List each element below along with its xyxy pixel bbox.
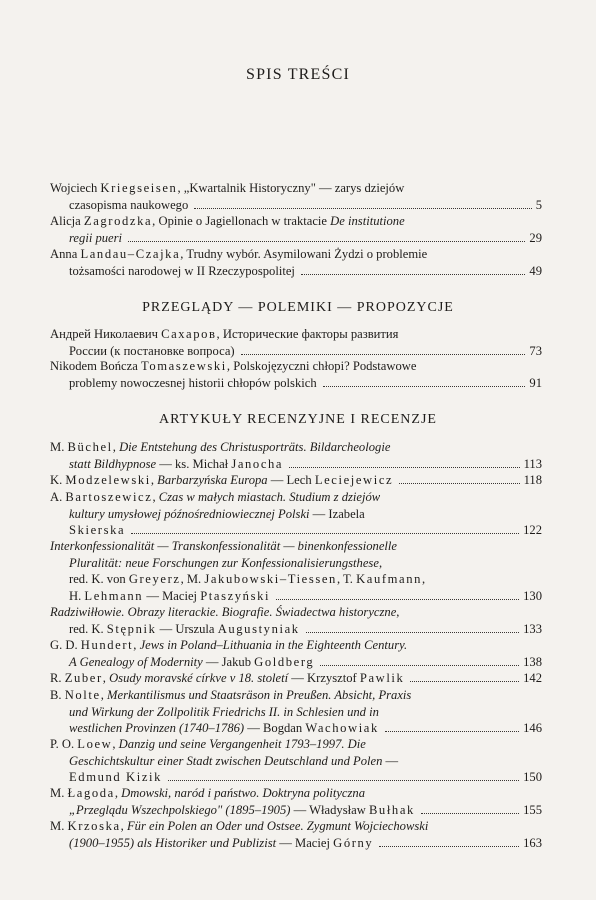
book-title-cont: A Genealogy of Modernity <box>69 654 203 669</box>
dot-leader <box>301 274 525 275</box>
reviewer-first: — Bogdan <box>244 721 306 735</box>
toc-entry[interactable] <box>50 180 542 213</box>
reviewer-surname: Janocha <box>231 456 284 471</box>
author-surname: Tomaszewski <box>140 359 227 373</box>
author-initial: M. <box>50 819 68 833</box>
dot-leader <box>320 665 519 666</box>
entry-title: , Opinie o Jagiellonach w traktacie <box>152 214 331 228</box>
dot-leader <box>168 780 519 781</box>
page-number: 163 <box>523 835 542 850</box>
page-number: 49 <box>529 263 542 278</box>
dot-leader <box>128 241 525 242</box>
book-title: Die Entstehung des Christusporträts. Bildarcheologie <box>119 440 391 454</box>
review-entry[interactable] <box>50 637 542 670</box>
author-initial: R. <box>50 671 65 685</box>
separator: , M. <box>180 572 205 586</box>
dot-leader <box>194 208 531 209</box>
page-number: 73 <box>529 343 542 358</box>
page-number: 5 <box>535 197 542 212</box>
toc-entry[interactable] <box>50 326 542 359</box>
book-title-cont: kultury umysłowej późnośredniowiecznej Polski <box>69 506 310 521</box>
book-title: Danzig und seine Vergangenheit 1793–1997. Die <box>118 737 366 751</box>
reviewer-surname: Skierska <box>69 523 126 537</box>
separator: , <box>100 688 107 702</box>
review-entry[interactable] <box>50 538 542 604</box>
editor-surname: Greyerz <box>128 572 181 586</box>
dot-leader <box>131 533 519 534</box>
toc-entry[interactable] <box>50 358 542 391</box>
entry-title-cont: tożsamości narodowej w II Rzeczypospolitej <box>69 263 295 278</box>
page-number: 91 <box>529 375 542 390</box>
entry-title-cont: России (к постановке вопроса) <box>69 343 235 358</box>
page-number: 118 <box>523 473 542 487</box>
author-surname: Hundert <box>80 638 134 652</box>
book-title: Barbarzyńska Europa <box>157 473 268 487</box>
dot-leader <box>421 813 519 814</box>
editor-surname: Stępnik <box>106 621 157 636</box>
entry-title-italic: De institutione <box>330 214 405 228</box>
reviewer-surname: Pawlik <box>359 671 405 685</box>
page-number: 142 <box>523 671 542 685</box>
reviewer-surname: Bułhak <box>368 802 415 817</box>
separator: — <box>382 753 399 768</box>
page-title: SPIS TREŚCI <box>245 66 351 83</box>
reviewer-first: — Izabela <box>309 506 365 521</box>
dot-leader <box>399 483 519 484</box>
separator: , <box>152 490 159 504</box>
reviewer-first: — Urszula <box>156 621 218 636</box>
page-number: 150 <box>523 770 542 784</box>
separator: , <box>112 737 119 751</box>
separator: , <box>114 786 122 800</box>
section-heading: PRZEGLĄDY — POLEMIKI — PROPOZYCJE <box>142 300 454 315</box>
reviewer-first: — Władysław <box>290 802 369 817</box>
separator: , T. <box>336 572 357 586</box>
book-title-cont: „Przeglądu Wszechpolskiego" (1895–1905) <box>69 802 291 817</box>
reviewer-first: — Jakub <box>202 654 255 669</box>
editor-surname: Kaufmann <box>356 572 423 586</box>
book-title-cont: (1900–1955) als Historiker und Publizist <box>69 835 277 850</box>
reviewer-first: — Maciej <box>143 588 201 603</box>
reviewer-surname: Augustyniak <box>217 621 300 636</box>
dot-leader <box>241 354 526 355</box>
book-title: Dmowski, naród i państwo. Doktryna polityczna <box>121 786 365 800</box>
reviewer-name: Edmund Kizik <box>69 770 163 784</box>
author-initial: M. <box>50 440 68 454</box>
dot-leader <box>385 731 519 732</box>
dot-leader <box>306 632 519 633</box>
review-entry[interactable] <box>50 736 542 786</box>
page-number: 122 <box>523 523 542 537</box>
book-title: Osudy moravské církve v 18. století <box>109 671 289 685</box>
reviewer-surname: Leciejewicz <box>314 473 394 487</box>
book-title-cont: Geschichtskultur einer Stadt zwischen Deutschland und Polen <box>69 753 383 768</box>
dot-leader <box>410 681 519 682</box>
dot-leader <box>323 386 526 387</box>
page-number: 133 <box>523 621 542 636</box>
entry-title: , „Kwartalnik Historyczny" — zarys dziejów <box>177 181 405 195</box>
author-surname: Kriegseisen <box>100 181 178 195</box>
reviewer-surname: Wachowiak <box>305 721 379 735</box>
toc-entry[interactable] <box>50 246 542 279</box>
separator: , <box>133 638 140 652</box>
entry-title: , Исторические факторы развития <box>216 327 399 341</box>
author-first: Андрей Николаевич <box>50 327 162 341</box>
author-initial: K. <box>50 473 66 487</box>
editor-prefix: red. K. <box>69 621 107 636</box>
entry-title-cont: problemy nowoczesnej historii chłopów polskich <box>69 375 317 390</box>
page-number: 146 <box>523 721 542 735</box>
separator: , <box>422 572 426 586</box>
book-title-cont: statt Bildhypnose <box>69 456 157 471</box>
reviewer-surname: Górny <box>333 835 374 850</box>
author-initial: P. O. <box>50 737 78 751</box>
review-entry[interactable] <box>50 687 542 737</box>
review-entry[interactable] <box>50 818 542 851</box>
author-surname: Łagoda <box>67 786 115 800</box>
editor-prefix: red. K. von <box>69 572 129 586</box>
author-first: Wojciech <box>50 181 101 195</box>
page-number: 130 <box>523 588 542 603</box>
separator: , <box>112 440 120 454</box>
separator: , <box>102 671 110 685</box>
author-surname: Сахаров <box>161 327 217 341</box>
book-title: Für ein Polen an Oder und Ostsee. Zygmunt Wojciechowski <box>126 819 429 833</box>
author-surname: Zagrodzka <box>83 214 153 228</box>
dot-leader <box>289 467 519 468</box>
author-first: Alicja <box>50 214 84 228</box>
entry-title: , Polskojęzyczni chłopi? Podstawowe <box>226 359 417 373</box>
separator: , <box>120 819 127 833</box>
entry-title-cont: czasopisma naukowego <box>69 197 189 212</box>
author-surname: Bartoszewicz <box>65 490 153 504</box>
separator: , <box>150 473 158 487</box>
section-heading: ARTYKUŁY RECENZYJNE I RECENZJE <box>159 412 437 427</box>
book-title-cont: Pluralität: neue Forschungen zur Konfessionalisierungsthese <box>69 555 379 570</box>
dot-leader <box>276 599 519 600</box>
author-surname: Nolte <box>64 688 101 702</box>
entry-title: , Trudny wybór. Asymilowani Żydzi o problemie <box>180 247 428 261</box>
reviewer-first: — Maciej <box>276 835 334 850</box>
author-initial: A. <box>50 490 66 504</box>
book-title: Merkantilismus und Staatsräson in Preußen. Absicht, Praxis <box>106 688 412 702</box>
review-entry[interactable] <box>50 670 542 687</box>
reviewer-first: — Krzysztof <box>288 671 360 685</box>
editor-surname: Jakubowski–Tiessen <box>204 572 337 586</box>
editor-prefix: H. <box>69 588 85 603</box>
book-title: Interkonfessionalität — Transkonfessionalität — binenkonfessionelle <box>50 539 398 553</box>
reviewer-surname: Ptaszyński <box>200 588 271 603</box>
dot-leader <box>379 846 519 847</box>
review-entry[interactable] <box>50 439 542 472</box>
author-surname: Landau–Czajka <box>80 247 181 261</box>
page-number: 113 <box>523 456 542 471</box>
review-entry[interactable] <box>50 604 542 637</box>
page-number: 155 <box>523 802 542 817</box>
author-surname: Loew <box>77 737 113 751</box>
author-first: Nikodem Bończa <box>50 359 141 373</box>
author-initial: M. <box>50 786 68 800</box>
author-first: Anna <box>50 247 81 261</box>
review-entry[interactable] <box>50 785 542 818</box>
book-title-cont: und Wirkung der Zollpolitik Friedrichs II. in Schlesien und in <box>69 704 379 719</box>
reviewer-first: — ks. Michał <box>156 456 232 471</box>
review-entry[interactable] <box>50 472 542 489</box>
page-number: 138 <box>523 654 542 669</box>
author-initial: G. D. <box>50 638 81 652</box>
author-surname: Büchel <box>67 440 113 454</box>
author-surname: Krzoska <box>67 819 121 833</box>
book-title: Radziwiłłowie. Obrazy literackie. Biografie. Świadectwa historyczne <box>50 605 397 619</box>
author-surname: Zuber <box>64 671 103 685</box>
separator: , <box>396 605 400 619</box>
book-title: Czas w małych miastach. Studium z dziejów <box>158 490 381 504</box>
reviewer-first: — Lech <box>267 473 315 487</box>
review-entry[interactable] <box>50 489 542 539</box>
author-initial: B. <box>50 688 65 702</box>
toc-entry[interactable] <box>50 213 542 246</box>
separator: , <box>378 555 383 570</box>
book-title: Jews in Poland–Lithuania in the Eighteenth Century. <box>139 638 408 652</box>
entry-title-cont: regii pueri <box>69 230 123 245</box>
reviewer-surname: Goldberg <box>254 654 315 669</box>
editor-surname: Lehmann <box>84 588 144 603</box>
author-surname: Modzelewski <box>65 473 151 487</box>
page-number: 29 <box>529 230 542 245</box>
book-title-cont: westlichen Provinzen (1740–1786) <box>69 721 245 735</box>
